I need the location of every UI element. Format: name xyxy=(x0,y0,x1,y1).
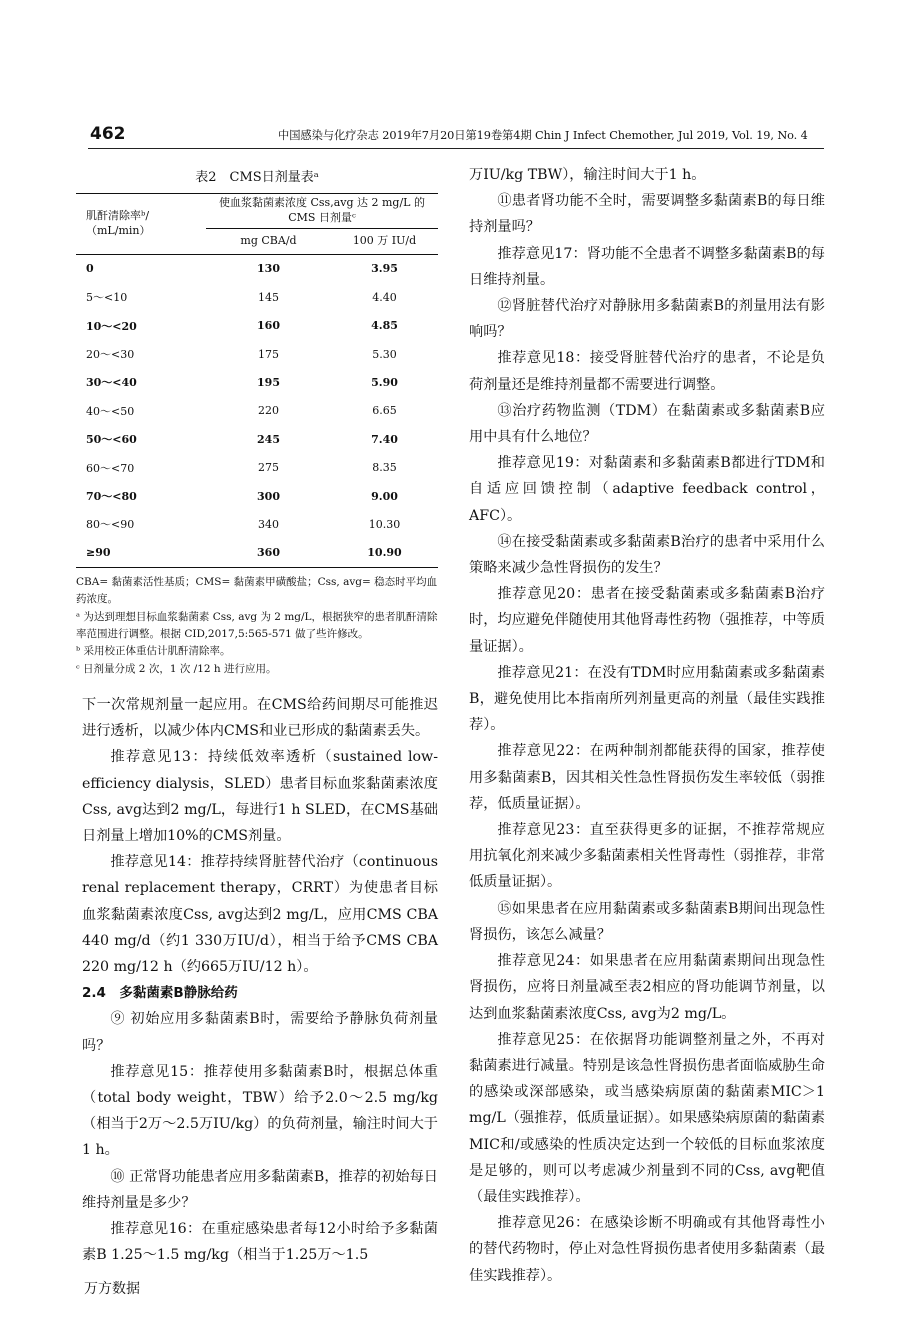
table-row xyxy=(76,510,438,538)
cell-cba: 175 xyxy=(258,347,279,361)
col-head-cba: mg CBA/d xyxy=(206,228,331,254)
table-row xyxy=(76,453,438,481)
cell-cba: 275 xyxy=(258,461,279,475)
section-heading: 2.4 多黏菌素B静脉给药 xyxy=(82,985,238,1002)
table-row xyxy=(76,368,438,396)
cell-cba: 145 xyxy=(258,290,279,304)
header-rule xyxy=(88,148,824,149)
cell-clcr: 70～<80 xyxy=(86,490,137,503)
body-paragraph: 推荐意见24：如果患者在应用黏菌素期间出现急性肾损伤，应将日剂量减至表2相应的肾功能调节剂量，以达到血浆黏菌素浓度Css, avg为2 mg/L。 xyxy=(469,953,825,1022)
table-row xyxy=(76,254,438,283)
cell-clcr: 50～<60 xyxy=(86,433,137,447)
cell-iu: 6.65 xyxy=(372,404,397,418)
cell-iu: 10.90 xyxy=(331,539,438,568)
cell-clcr: 30～<40 xyxy=(86,376,137,390)
table-row xyxy=(76,340,438,368)
body-paragraph: 推荐意见14：推荐持续肾脏替代治疗（continuous renal replacement therapy，CRRT）为使患者目标血浆黏菌素浓度Css, avg达到2 mg/L，应用CMS CBA 440 mg/d（约1 330万IU/d），相当于给予CMS CBA 220 mg/12 h（约665万IU/12 h）。 xyxy=(82,854,438,976)
col-head-clcr: 肌酐清除率ᵇ/（mL/min） xyxy=(76,194,206,255)
body-paragraph: 推荐意见22：在两种制剂都能获得的国家，推荐使用多黏菌素B，因其相关性急性肾损伤发生率较低（弱推荐，低质量证据）。 xyxy=(469,743,825,812)
body-paragraph: 推荐意见26：在感染诊断不明确或有其他肾毒性小的替代药物时，停止对急性肾损伤患者使用多黏菌素（最佳实践推荐）。 xyxy=(469,1215,825,1284)
cell-cba: 360 xyxy=(206,539,331,568)
body-paragraph: 推荐意见16：在重症感染患者每12小时给予多黏菌素B 1.25～1.5 mg/kg（相当于1.25万～1.5 xyxy=(82,1221,438,1264)
table-note: ᶜ 日剂量分成 2 次，1 次 /12 h 进行应用。 xyxy=(76,662,277,675)
body-paragraph: 推荐意见20：患者在接受黏菌素或多黏菌素B治疗时，均应避免伴随使用其他肾毒性药物（强推荐，中等质量证据）。 xyxy=(469,586,825,655)
table-row xyxy=(76,311,438,339)
body-paragraph: 推荐意见18：接受肾脏替代治疗的患者，不论是负荷剂量还是维持剂量都不需要进行调整。 xyxy=(469,350,825,393)
body-paragraph: ⑭在接受黏菌素或多黏菌素B治疗的患者中采用什么策略来减少急性肾损伤的发生？ xyxy=(469,533,825,577)
cell-cba: 300 xyxy=(257,489,280,503)
cell-clcr: 10～<20 xyxy=(86,319,137,333)
cell-clcr: 40～<50 xyxy=(86,404,135,418)
cell-iu: 4.85 xyxy=(371,319,398,333)
cell-iu: 8.35 xyxy=(372,461,397,475)
cell-iu: 5.30 xyxy=(372,347,397,361)
body-paragraph: ⑬治疗药物监测（TDM）在黏菌素或多黏菌素B应用中具有什么地位？ xyxy=(469,402,825,446)
body-paragraph: ⑫肾脏替代治疗对静脉用多黏菌素B的剂量用法有影响吗？ xyxy=(469,298,825,341)
table-row xyxy=(76,397,438,425)
cell-iu: 5.90 xyxy=(371,375,398,389)
body-paragraph: 推荐意见13：持续低效率透析（sustained low-efficiency dialysis，SLED）患者目标血浆黏菌素浓度Css, avg达到2 mg/L，每进行1 h SLED，在CMS基础日剂量上增加10%的CMS剂量。 xyxy=(82,749,438,845)
cell-clcr: 20～<30 xyxy=(86,348,135,362)
running-header: 中国感染与化疗杂志 2019年7月20日第19卷第4期 Chin J Infect Chemother, Jul 2019, Vol. 19, No. 4 xyxy=(278,129,808,142)
col-head-span: 使血浆黏菌素浓度 Css,avg 达 2 mg/L 的 CMS 日剂量ᶜ xyxy=(206,194,438,229)
body-paragraph: 推荐意见15：推荐使用多黏菌素B时，根据总体重（total body weight，TBW）给予2.0～2.5 mg/kg（相当于2万～2.5万IU/kg）的负荷剂量，输注时间大于1 h。 xyxy=(82,1063,438,1159)
table-row xyxy=(76,283,438,311)
page-number: 462 xyxy=(90,124,126,144)
table-note: CBA= 黏菌素活性基质；CMS= 黏菌素甲磺酸盐；Css, avg= 稳态时平均血药浓度。 xyxy=(76,575,438,606)
cell-cba: 130 xyxy=(257,262,280,276)
cell-iu: 7.40 xyxy=(371,432,398,446)
cell-clcr: 0 xyxy=(86,262,94,276)
cell-clcr: 60～<70 xyxy=(86,461,135,475)
body-paragraph: ⑨ 初始应用多黏菌素B时，需要给予静脉负荷剂量吗？ xyxy=(82,1011,438,1054)
body-paragraph: ⑮如果患者在应用黏菌素或多黏菌素B期间出现急性肾损伤，该怎么减量？ xyxy=(469,900,825,943)
body-paragraph: 推荐意见23：直至获得更多的证据，不推荐常规应用抗氧化剂来减少多黏菌素相关性肾毒性（弱推荐，非常低质量证据）。 xyxy=(469,822,825,891)
body-paragraph: 推荐意见19：对黏菌素和多黏菌素B都进行TDM和自适应回馈控制（adaptive feedback control，AFC）。 xyxy=(469,455,825,524)
cell-clcr: 5～<10 xyxy=(86,291,128,305)
left-column-text xyxy=(82,692,438,1268)
table-row xyxy=(76,539,438,568)
cms-daily-dose-table xyxy=(76,193,438,568)
cell-clcr: 80～<90 xyxy=(86,518,135,532)
body-paragraph: 推荐意见17：肾功能不全患者不调整多黏菌素B的每日维持剂量。 xyxy=(469,245,825,288)
cell-iu: 4.40 xyxy=(372,290,397,304)
cell-cba: 245 xyxy=(257,432,280,446)
body-paragraph: 推荐意见25：在依据肾功能调整剂量之外，不再对黏菌素进行减量。特别是该急性肾损伤患者面临威胁生命的感染或深部感染，或当感染病原菌的黏菌素MIC＞1 mg/L（强推荐，低质量证据）。如果感染病原菌的黏菌素MIC和/或感染的性质决定达到一个较低的目标血浆浓度是足够的，则可以考虑减少剂量到不同的Css, avg靶值（最佳实践推荐）。 xyxy=(469,1031,825,1205)
table-note: ᵃ 为达到理想目标血浆黏菌素 Css, avg 为 2 mg/L，根据狭窄的患者肌酐清除率范围进行调整。根据 CID,2017,5:565-571 做了些许修改。 xyxy=(76,610,438,640)
cell-cba: 160 xyxy=(257,319,280,333)
body-paragraph: ⑪患者肾功能不全时，需要调整多黏菌素B的每日维持剂量吗？ xyxy=(469,193,825,236)
cell-clcr: ≥90 xyxy=(76,539,206,568)
table-notes xyxy=(76,574,438,678)
table-row xyxy=(76,425,438,453)
table-note: ᵇ 采用校正体重估计肌酐清除率。 xyxy=(76,645,231,658)
table-caption: 表2 CMS日剂量表ᵃ xyxy=(195,170,319,185)
cell-cba: 195 xyxy=(257,375,280,389)
cell-iu: 3.95 xyxy=(371,262,398,276)
cell-cba: 340 xyxy=(258,517,279,531)
footer-watermark-text: 万方数据 xyxy=(84,1281,140,1297)
cell-iu: 10.30 xyxy=(368,517,401,531)
cell-iu: 9.00 xyxy=(371,489,398,503)
body-paragraph: 万IU/kg TBW），输注时间大于1 h。 xyxy=(469,167,706,183)
dose-table-block xyxy=(76,166,438,678)
table-row xyxy=(76,482,438,510)
body-paragraph: ⑩ 正常肾功能患者应用多黏菌素B，推荐的初始每日维持剂量是多少？ xyxy=(82,1168,438,1211)
body-paragraph: 推荐意见21：在没有TDM时应用黏菌素或多黏菌素B，避免使用比本指南所列剂量更高的剂量（最佳实践推荐）。 xyxy=(469,664,825,734)
col-head-iu: 100 万 IU/d xyxy=(331,228,438,254)
cell-cba: 220 xyxy=(258,404,279,418)
right-column-text xyxy=(469,162,825,1289)
body-paragraph: 下一次常规剂量一起应用。在CMS给药间期尽可能推迟进行透析，以减少体内CMS和业已形成的黏菌素丢失。 xyxy=(82,697,438,740)
